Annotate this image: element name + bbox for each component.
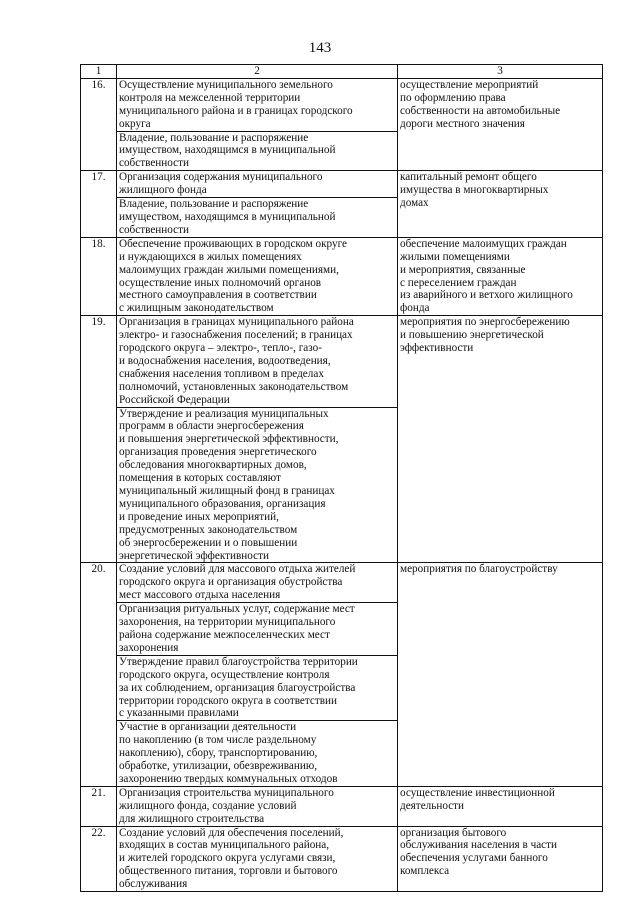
- activity-cell: осуществление инвестиционной деятельности: [398, 786, 603, 826]
- table-row: [81, 78, 603, 131]
- activity-cell: мероприятия по энергосбережению и повышению энергетической эффективности: [398, 316, 603, 563]
- activity-cell: мероприятия по благоустройству: [398, 563, 603, 786]
- header-col-1: 1: [81, 65, 117, 79]
- table-row: [81, 316, 603, 407]
- row-number: 18.: [81, 237, 117, 315]
- powers-table: [80, 64, 603, 892]
- local-issue-cell: Владение, пользование и распоряжение имуществом, находящимся в муниципальной собственности: [117, 131, 398, 171]
- row-number: 17.: [81, 171, 117, 238]
- table-row: [81, 786, 603, 826]
- local-issue-cell: Создание условий для массового отдыха жителей городского округа и организация обустройства мест массового отдыха населения: [117, 563, 398, 603]
- row-number: 20.: [81, 563, 117, 786]
- table-row: [81, 237, 603, 315]
- local-issue-cell: Утверждение и реализация муниципальных программ в области энергосбережения и повышения энергетической эффективности, организация проведения энергетического обследования многоквартирных домов, помещения в которых составляют муниципальный жилищный фонд в границах муниципального образования, организация и проведение иных мероприятий, предусмотренных законодательством об энергосбережении и о повышении энергетической эффективности: [117, 407, 398, 563]
- local-issue-cell: Организация строительства муниципального жилищного фонда, создание условий для жилищного строительства: [117, 786, 398, 826]
- table-row: [81, 826, 603, 892]
- local-issue-cell: Обеспечение проживающих в городском округе и нуждающихся в жилых помещениях малоимущих граждан жилыми помещениями, осуществление иных полномочий органов местного самоуправления в соответствии с жилищным законодательством: [117, 237, 398, 315]
- table-row: [81, 563, 603, 603]
- row-number: 22.: [81, 826, 117, 892]
- row-number: 19.: [81, 316, 117, 563]
- local-issue-cell: Создание условий для обеспечения поселений, входящих в состав муниципального района, и жителей городского округа услугами связи, общественного питания, торговли и бытового обслуживания: [117, 826, 398, 892]
- row-number: 21.: [81, 786, 117, 826]
- table-header-row: [81, 65, 603, 79]
- header-col-3: 3: [398, 65, 603, 79]
- local-issue-cell: Организация ритуальных услуг, содержание мест захоронения, на территории муниципального района содержание межпоселенческих мест захоронения: [117, 603, 398, 656]
- page-number: 143: [308, 40, 332, 56]
- row-number: 16.: [81, 78, 117, 170]
- table-row: [81, 171, 603, 198]
- local-issue-cell: Участие в организации деятельности по накоплению (в том числе раздельному накоплению), сбору, транспортированию, обработке, утилизации, обезвреживанию, захоронению твердых коммунальных отходов: [117, 721, 398, 787]
- activity-cell: осуществление мероприятий по оформлению права собственности на автомобильные дороги местного значения: [398, 78, 603, 170]
- local-issue-cell: Организация в границах муниципального района электро- и газоснабжения поселений; в границах городского округа – электро-, тепло-, газо- и водоснабжения населения, водоотведения, снабжения населения топливом в пределах полномочий, установленных законодательством Российской Федерации: [117, 316, 398, 407]
- local-issue-cell: Утверждение правил благоустройства территории городского округа, осуществление контроля за их соблюдением, организация благоустройства территории городского округа в соответствии с указанными правилами: [117, 655, 398, 721]
- local-issue-cell: Осуществление муниципального земельного контроля на межселенной территории муниципального района и в границах городского округа: [117, 78, 398, 131]
- local-issue-cell: Организация содержания муниципального жилищного фонда: [117, 171, 398, 198]
- local-issue-cell: Владение, пользование и распоряжение имуществом, находящимся в муниципальной собственности: [117, 198, 398, 238]
- activity-cell: организация бытового обслуживания населения в части обеспечения услугами банного комплекса: [398, 826, 603, 892]
- header-col-2: 2: [117, 65, 398, 79]
- activity-cell: обеспечение малоимущих граждан жилыми помещениями и мероприятия, связанные с переселением граждан из аварийного и ветхого жилищного фонда: [398, 237, 603, 315]
- activity-cell: капитальный ремонт общего имущества в многоквартирных домах: [398, 171, 603, 238]
